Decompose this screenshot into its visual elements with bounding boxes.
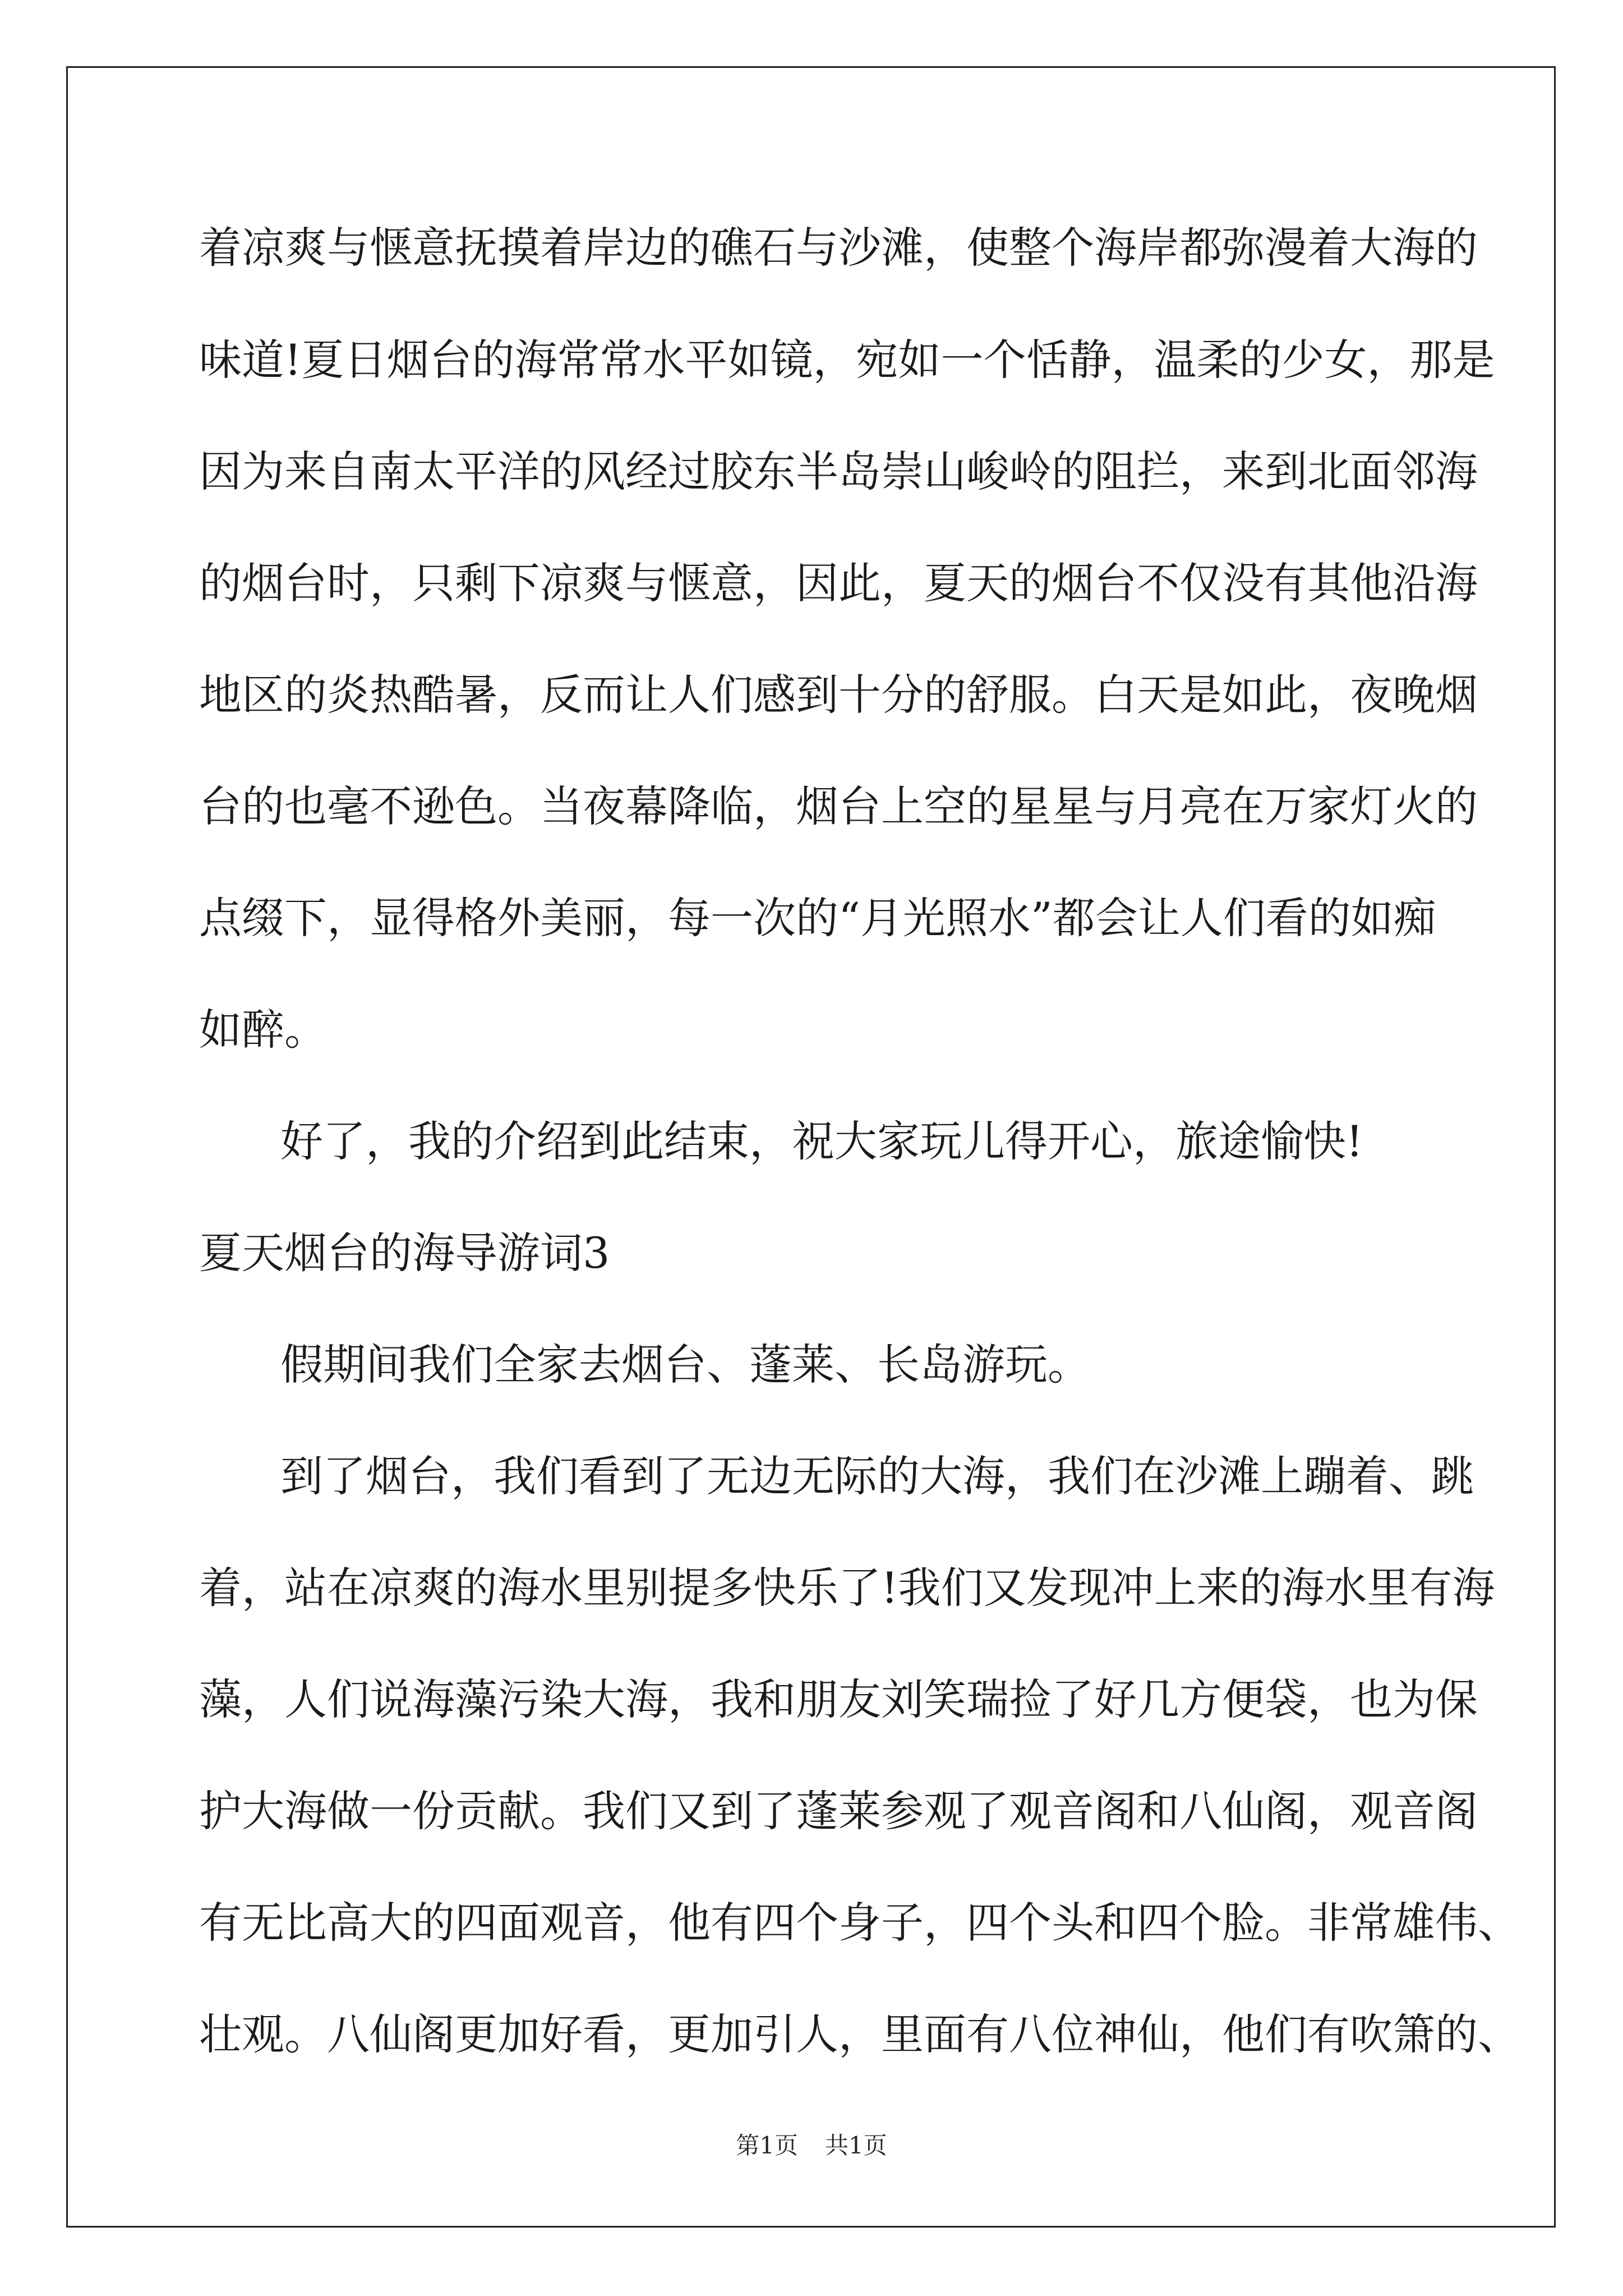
text-line: 有无比高大的四面观音，他有四个身子，四个头和四个脸。非常雄伟、 bbox=[199, 1898, 1520, 1948]
text-line: 护大海做一份贡献。我们又到了蓬莱参观了观音阁和八仙阁，观音阁 bbox=[199, 1786, 1478, 1836]
text-line: 如醉。 bbox=[199, 1005, 327, 1055]
page-total: 共1页 bbox=[825, 2132, 887, 2159]
text-line: 点缀下，显得格外美丽，每一次的“月光照水”都会让人们看的如痴 bbox=[199, 893, 1436, 943]
text-line: 藻，人们说海藻污染大海，我和朋友刘笑瑞捡了好几方便袋，也为保 bbox=[199, 1674, 1478, 1724]
section-heading: 夏天烟台的海导游词3 bbox=[199, 1228, 610, 1278]
text-line: 味道!夏日烟台的海常常水平如镜，宛如一个恬静，温柔的少女，那是 bbox=[199, 335, 1495, 385]
text-line: 着，站在凉爽的海水里别提多快乐了!我们又发现冲上来的海水里有海 bbox=[199, 1563, 1495, 1613]
text-line: 壮观。八仙阁更加好看，更加引人，里面有八位神仙，他们有吹箫的、 bbox=[199, 2009, 1520, 2059]
paragraph-line: 到了烟台，我们看到了无边无际的大海，我们在沙滩上蹦着、跳 bbox=[280, 1451, 1474, 1501]
text-line: 台的也毫不逊色。当夜幕降临，烟台上空的星星与月亮在万家灯火的 bbox=[199, 781, 1478, 831]
text-line: 地区的炎热酷暑，反而让人们感到十分的舒服。白天是如此，夜晚烟 bbox=[199, 670, 1478, 720]
text-line: 着凉爽与惬意抚摸着岸边的礁石与沙滩，使整个海岸都弥漫着大海的 bbox=[199, 223, 1478, 273]
page-footer bbox=[0, 2129, 1623, 2162]
page-number: 第1页 bbox=[736, 2132, 798, 2159]
paragraph-line: 假期间我们全家去烟台、蓬莱、长岛游玩。 bbox=[280, 1340, 1090, 1389]
paragraph-line: 好了，我的介绍到此结束，祝大家玩儿得开心，旅途愉快! bbox=[280, 1116, 1363, 1166]
text-line: 因为来自南太平洋的风经过胶东半岛崇山峻岭的阻拦，来到北面邻海 bbox=[199, 447, 1478, 496]
text-line: 的烟台时，只剩下凉爽与惬意，因此，夏天的烟台不仅没有其他沿海 bbox=[199, 558, 1478, 608]
